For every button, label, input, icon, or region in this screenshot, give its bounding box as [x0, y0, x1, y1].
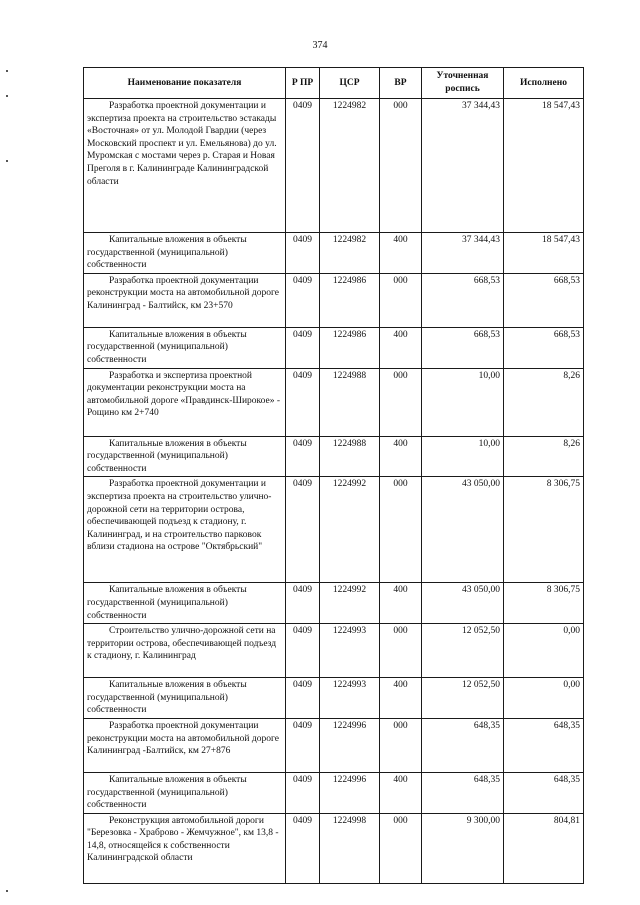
- rpr-code: 0409: [286, 327, 320, 368]
- scan-mark: [6, 890, 8, 892]
- executed-amount: 804,81: [504, 813, 584, 883]
- indicator-name: Капитальные вложения в объекты государственной (муниципальной) собственности: [84, 327, 286, 368]
- vr-code: 000: [380, 813, 422, 883]
- header-csr: ЦСР: [320, 68, 380, 99]
- indicator-name: Капитальные вложения в объекты государственной (муниципальной) собственности: [84, 233, 286, 274]
- vr-code: 000: [380, 624, 422, 678]
- vr-code: 000: [380, 368, 422, 436]
- planned-amount: 648,35: [422, 718, 504, 772]
- planned-amount: 37 344,43: [422, 233, 504, 274]
- csr-code: 1224996: [320, 718, 380, 772]
- header-vr: ВР: [380, 68, 422, 99]
- executed-amount: 8 306,75: [504, 477, 584, 583]
- page-number: 374: [312, 40, 328, 51]
- header-rpr: Р ПР: [286, 68, 320, 99]
- csr-code: 1224986: [320, 327, 380, 368]
- csr-code: 1224986: [320, 273, 380, 327]
- planned-amount: 43 050,00: [422, 583, 504, 624]
- executed-amount: 18 547,43: [504, 99, 584, 233]
- executed-amount: 668,53: [504, 273, 584, 327]
- scan-mark: [6, 70, 8, 72]
- table-row: [84, 233, 584, 274]
- indicator-name: Капитальные вложения в объекты государственной (муниципальной) собственности: [84, 678, 286, 719]
- rpr-code: 0409: [286, 436, 320, 477]
- executed-amount: 0,00: [504, 678, 584, 719]
- planned-amount: 43 050,00: [422, 477, 504, 583]
- vr-code: 400: [380, 327, 422, 368]
- budget-table: [83, 67, 584, 884]
- planned-amount: 10,00: [422, 368, 504, 436]
- csr-code: 1224993: [320, 678, 380, 719]
- executed-amount: 8 306,75: [504, 583, 584, 624]
- table-row: [84, 583, 584, 624]
- vr-code: 400: [380, 436, 422, 477]
- rpr-code: 0409: [286, 99, 320, 233]
- indicator-name: Разработка проектной документации реконструкции моста на автомобильной дороге Калининград - Балтийск, км 23+570: [84, 273, 286, 327]
- csr-code: 1224996: [320, 772, 380, 813]
- vr-code: 400: [380, 772, 422, 813]
- planned-amount: 12 052,50: [422, 624, 504, 678]
- csr-code: 1224982: [320, 99, 380, 233]
- table-row: [84, 273, 584, 327]
- table-row: [84, 624, 584, 678]
- table-row: [84, 99, 584, 233]
- csr-code: 1224988: [320, 368, 380, 436]
- planned-amount: 12 052,50: [422, 678, 504, 719]
- rpr-code: 0409: [286, 233, 320, 274]
- scan-mark: [6, 160, 8, 162]
- rpr-code: 0409: [286, 477, 320, 583]
- csr-code: 1224992: [320, 477, 380, 583]
- indicator-name: Строительство улично-дорожной сети на территории острова, обеспечивающей подъезд к стадиону, г. Калининград: [84, 624, 286, 678]
- csr-code: 1224982: [320, 233, 380, 274]
- vr-code: 400: [380, 678, 422, 719]
- table-header-row: [84, 68, 584, 99]
- rpr-code: 0409: [286, 583, 320, 624]
- planned-amount: 668,53: [422, 327, 504, 368]
- table-row: [84, 368, 584, 436]
- indicator-name: Капитальные вложения в объекты государственной (муниципальной) собственности: [84, 436, 286, 477]
- table-row: [84, 327, 584, 368]
- csr-code: 1224998: [320, 813, 380, 883]
- vr-code: 000: [380, 477, 422, 583]
- indicator-name: Разработка проектной документации реконструкции моста на автомобильной дороге Калининград -Балтийск, км 27+876: [84, 718, 286, 772]
- executed-amount: 648,35: [504, 772, 584, 813]
- vr-code: 000: [380, 718, 422, 772]
- rpr-code: 0409: [286, 368, 320, 436]
- table-row: [84, 678, 584, 719]
- rpr-code: 0409: [286, 624, 320, 678]
- planned-amount: 10,00: [422, 436, 504, 477]
- table-row: [84, 718, 584, 772]
- vr-code: 400: [380, 233, 422, 274]
- table-row: [84, 436, 584, 477]
- indicator-name: Капитальные вложения в объекты государственной (муниципальной) собственности: [84, 583, 286, 624]
- vr-code: 000: [380, 273, 422, 327]
- planned-amount: 648,35: [422, 772, 504, 813]
- rpr-code: 0409: [286, 772, 320, 813]
- header-planned: Уточненная роспись: [422, 68, 504, 99]
- indicator-name: Разработка и экспертиза проектной документации реконструкции моста на автомобильной дороге «Правдинск-Широкое» - Рощино км 2+740: [84, 368, 286, 436]
- header-executed: Исполнено: [504, 68, 584, 99]
- planned-amount: 9 300,00: [422, 813, 504, 883]
- rpr-code: 0409: [286, 678, 320, 719]
- executed-amount: 648,35: [504, 718, 584, 772]
- rpr-code: 0409: [286, 718, 320, 772]
- executed-amount: 8,26: [504, 436, 584, 477]
- csr-code: 1224992: [320, 583, 380, 624]
- executed-amount: 8,26: [504, 368, 584, 436]
- executed-amount: 18 547,43: [504, 233, 584, 274]
- csr-code: 1224993: [320, 624, 380, 678]
- planned-amount: 37 344,43: [422, 99, 504, 233]
- vr-code: 400: [380, 583, 422, 624]
- rpr-code: 0409: [286, 813, 320, 883]
- scan-mark: [6, 95, 8, 97]
- table-row: [84, 477, 584, 583]
- planned-amount: 668,53: [422, 273, 504, 327]
- table-row: [84, 813, 584, 883]
- indicator-name: Капитальные вложения в объекты государственной (муниципальной) собственности: [84, 772, 286, 813]
- executed-amount: 668,53: [504, 327, 584, 368]
- vr-code: 000: [380, 99, 422, 233]
- indicator-name: Разработка проектной документации и экспертиза проекта на строительство эстакады «Восточная» от ул. Молодой Гвардии (через Московский проспект и ул. Емельянова) до ул. Муромская с мостами через р. Старая и Новая Преголя в г. Калининграде Калининградской области: [84, 99, 286, 233]
- table-row: [84, 772, 584, 813]
- executed-amount: 0,00: [504, 624, 584, 678]
- indicator-name: Реконструкция автомобильной дороги "Березовка - Храброво - Жемчужное", км 13,8 - 14,8, относящейся к собственности Калининградской области: [84, 813, 286, 883]
- indicator-name: Разработка проектной документации и экспертиза проекта на строительство улично-дорожной сети на территории острова, обеспечивающей подъезд к стадиону, г. Калининград, и на строительство парковок вблизи стадиона на острове "Октябрьский": [84, 477, 286, 583]
- csr-code: 1224988: [320, 436, 380, 477]
- rpr-code: 0409: [286, 273, 320, 327]
- header-indicator-name: Наименование показателя: [84, 68, 286, 99]
